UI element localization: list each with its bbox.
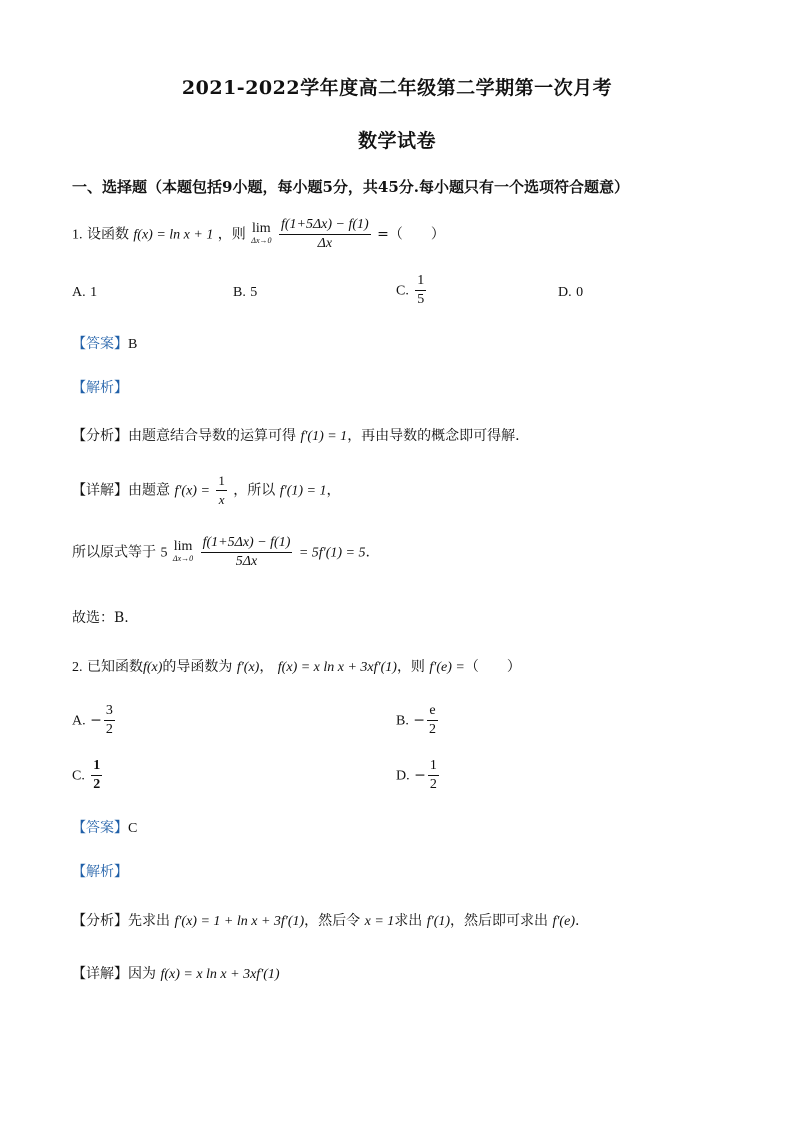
q1-option-a: A. 1	[72, 285, 98, 300]
limit-operator: lim Δx→0	[251, 220, 272, 245]
page-subtitle: 数学试卷	[357, 130, 436, 152]
q1-fenxi: 【分析】由题意结合导数的运算可得 f′(1) = 1，再由导数的概念即可得解.	[72, 428, 520, 444]
q1-choice: 故选：B.	[72, 610, 129, 626]
q1-answer: 【答案】B	[72, 336, 138, 352]
q2-analysis-heading: 【解析】	[72, 864, 128, 880]
question-1-stem: 1. 设函数 f(x) = ln x + 1 ，则 lim Δx→0 $\frac{f(1+5\Delta x) - f(1)}{\Delta x}$ =（ ）	[72, 217, 445, 251]
q1-option-b: B. 5	[233, 285, 258, 300]
function-definition: f(x) = ln x + 1	[133, 227, 214, 243]
section-heading: 一、选择题（本题包括9小题，每小题5分，共45分.每小题只有一个选项符合题意）	[72, 178, 629, 196]
q1-option-d: D. 0	[558, 285, 584, 300]
q2-option-c: C. $\frac{1}{2}$	[72, 758, 101, 792]
q2-option-a: A. − $\frac{3}{2}$	[72, 703, 113, 737]
page-title: 2021-2022学年度高二年级第二学期第一次月考	[181, 77, 613, 99]
limit-fraction: $\frac{f(1+5\Delta x) - f(1)}{\Delta x}$	[280, 217, 369, 251]
q2-fenxi: 【分析】先求出 f′(x) = 1 + ln x + 3f′(1)，然后令 x = 1求出 f′(1)，然后即可求出 f′(e).	[72, 913, 580, 929]
q2-xiangjie: 【详解】因为 f(x) = x ln x + 3xf′(1)	[72, 966, 280, 982]
q1-xiangjie: 【详解】由题意 f′(x) = $\frac{1}{x}$ ，所以 f′(1) = 1，	[72, 473, 341, 507]
q2-option-b: B. − $\frac{e}{2}$	[396, 703, 437, 737]
q1-analysis-heading: 【解析】	[72, 380, 128, 396]
q1-option-c: C. $\frac{1}{5}$	[396, 273, 425, 307]
q1-result: 所以原式等于 5 lim Δx→0 $\frac{f(1+5\Delta x) - f(1)}{5\Delta x}$ = 5f′(1) = 5.	[72, 535, 370, 569]
q2-answer: 【答案】C	[72, 820, 138, 836]
q2-option-d: D. − $\frac{1}{2}$	[396, 758, 437, 792]
question-2-stem: 2. 已知函数f(x)的导函数为 f′(x)， f(x) = x ln x + 3xf′(1)，则 f′(e) =（ ）	[72, 659, 521, 675]
